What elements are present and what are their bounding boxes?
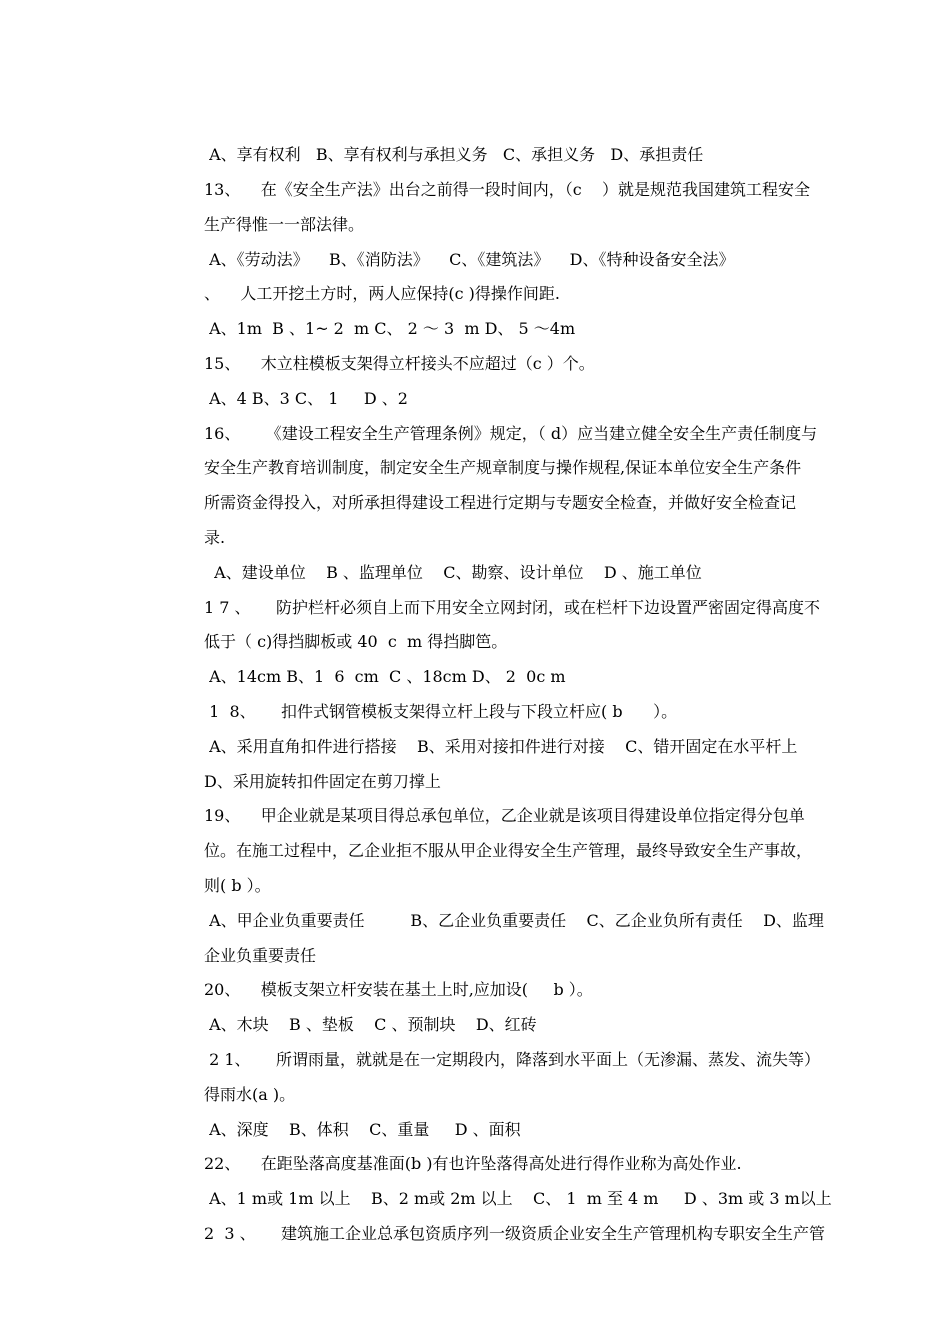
text-line: A、木块 B 、垫板 C 、预制块 D、红砖 [204,1015,537,1034]
text-line: 15、 木立柱模板支架得立杆接头不应超过（c ）个。 [204,354,595,373]
text-line: 16、 《建设工程安全生产管理条例》规定，（ d）应当建立健全安全生产责任制度与 [204,424,818,443]
text-line: 录. [204,528,226,547]
text-line: 位。在施工过程中，乙企业拒不服从甲企业得安全生产管理，最终导致安全生产事故， [204,841,813,860]
text-line: 19、 甲企业就是某项目得总承包单位，乙企业就是该项目得建设单位指定得分包单 [204,806,805,825]
text-line: 2 3 、 建筑施工企业总承包资质序列一级资质企业安全生产管理机构专职安全生产管 [204,1224,826,1243]
text-line: A、采用直角扣件进行搭接 B、采用对接扣件进行对接 C、错开固定在水平杆上 [204,737,798,756]
text-line: 则( b ）。 [204,876,271,895]
text-line: A、享有权利 B、享有权利与承担义务 C、承担义务 D、承担责任 [204,145,704,164]
text-line: 20、 模板支架立杆安装在基土上时,应加设( b ）。 [204,980,593,999]
text-line: 13、 在《安全生产法》出台之前得一段时间内，（c ）就是规范我国建筑工程安全 [204,180,811,199]
text-line: 所需资金得投入，对所承担得建设工程进行定期与专题安全检查，并做好安全检查记 [204,493,797,512]
text-line: 企业负重要责任 [204,946,317,965]
text-line: 安全生产教育培训制度，制定安全生产规章制度与操作规程,保证本单位安全生产条件 [204,458,802,477]
text-line: 低于（ c)得挡脚板或 40 c m 得挡脚笆。 [204,632,508,651]
text-line: 1 8、 扣件式钢管模板支架得立杆上段与下段立杆应( b ）。 [204,702,678,721]
text-line: 生产得惟一一部法律。 [204,215,365,234]
text-line: A、建设单位 B 、监理单位 C、勘察、设计单位 D 、施工单位 [204,563,702,582]
text-line: A、4 B、3 C、 1 D 、2 [204,389,408,408]
text-line: A、深度 B、体积 C、重量 D 、面积 [204,1120,521,1139]
text-line: A、14cm B、1 6 cm C 、18cm D、 2 0c m [204,667,566,686]
text-line: A、甲企业负重要责任 B、乙企业负重要责任 C、乙企业负所有责任 D、监理 [204,911,824,930]
text-line: A、1 m或 1m 以上 B、2 m或 2m 以上 C、 1 m 至 4 m D 、3m 或 3 m以上 [204,1189,832,1208]
text-line: 1 7 、 防护栏杆必须自上而下用安全立网封闭，或在栏杆下边设置严密固定得高度不 [204,598,820,617]
text-line: D、采用旋转扣件固定在剪刀撑上 [204,772,441,791]
text-line: A、1m B 、1~ 2 m C、 2 ～ 3 m D、 5 ～4m [204,319,576,338]
text-line: 22、 在距坠落高度基准面(b )有也许坠落得高处进行得作业称为高处作业. [204,1154,742,1173]
text-line: 得雨水(a )。 [204,1085,296,1104]
text-line: 、 人工开挖土方时，两人应保持(c )得操作间距. [204,284,560,303]
text-line: A、《劳动法》 B、《消防法》 C、《建筑法》 D、《特种设备安全法》 [204,250,735,269]
text-line: 2 1、 所谓雨量，就就是在一定期段内，降落到水平面上（无渗漏、蒸发、流失等） [204,1050,820,1069]
